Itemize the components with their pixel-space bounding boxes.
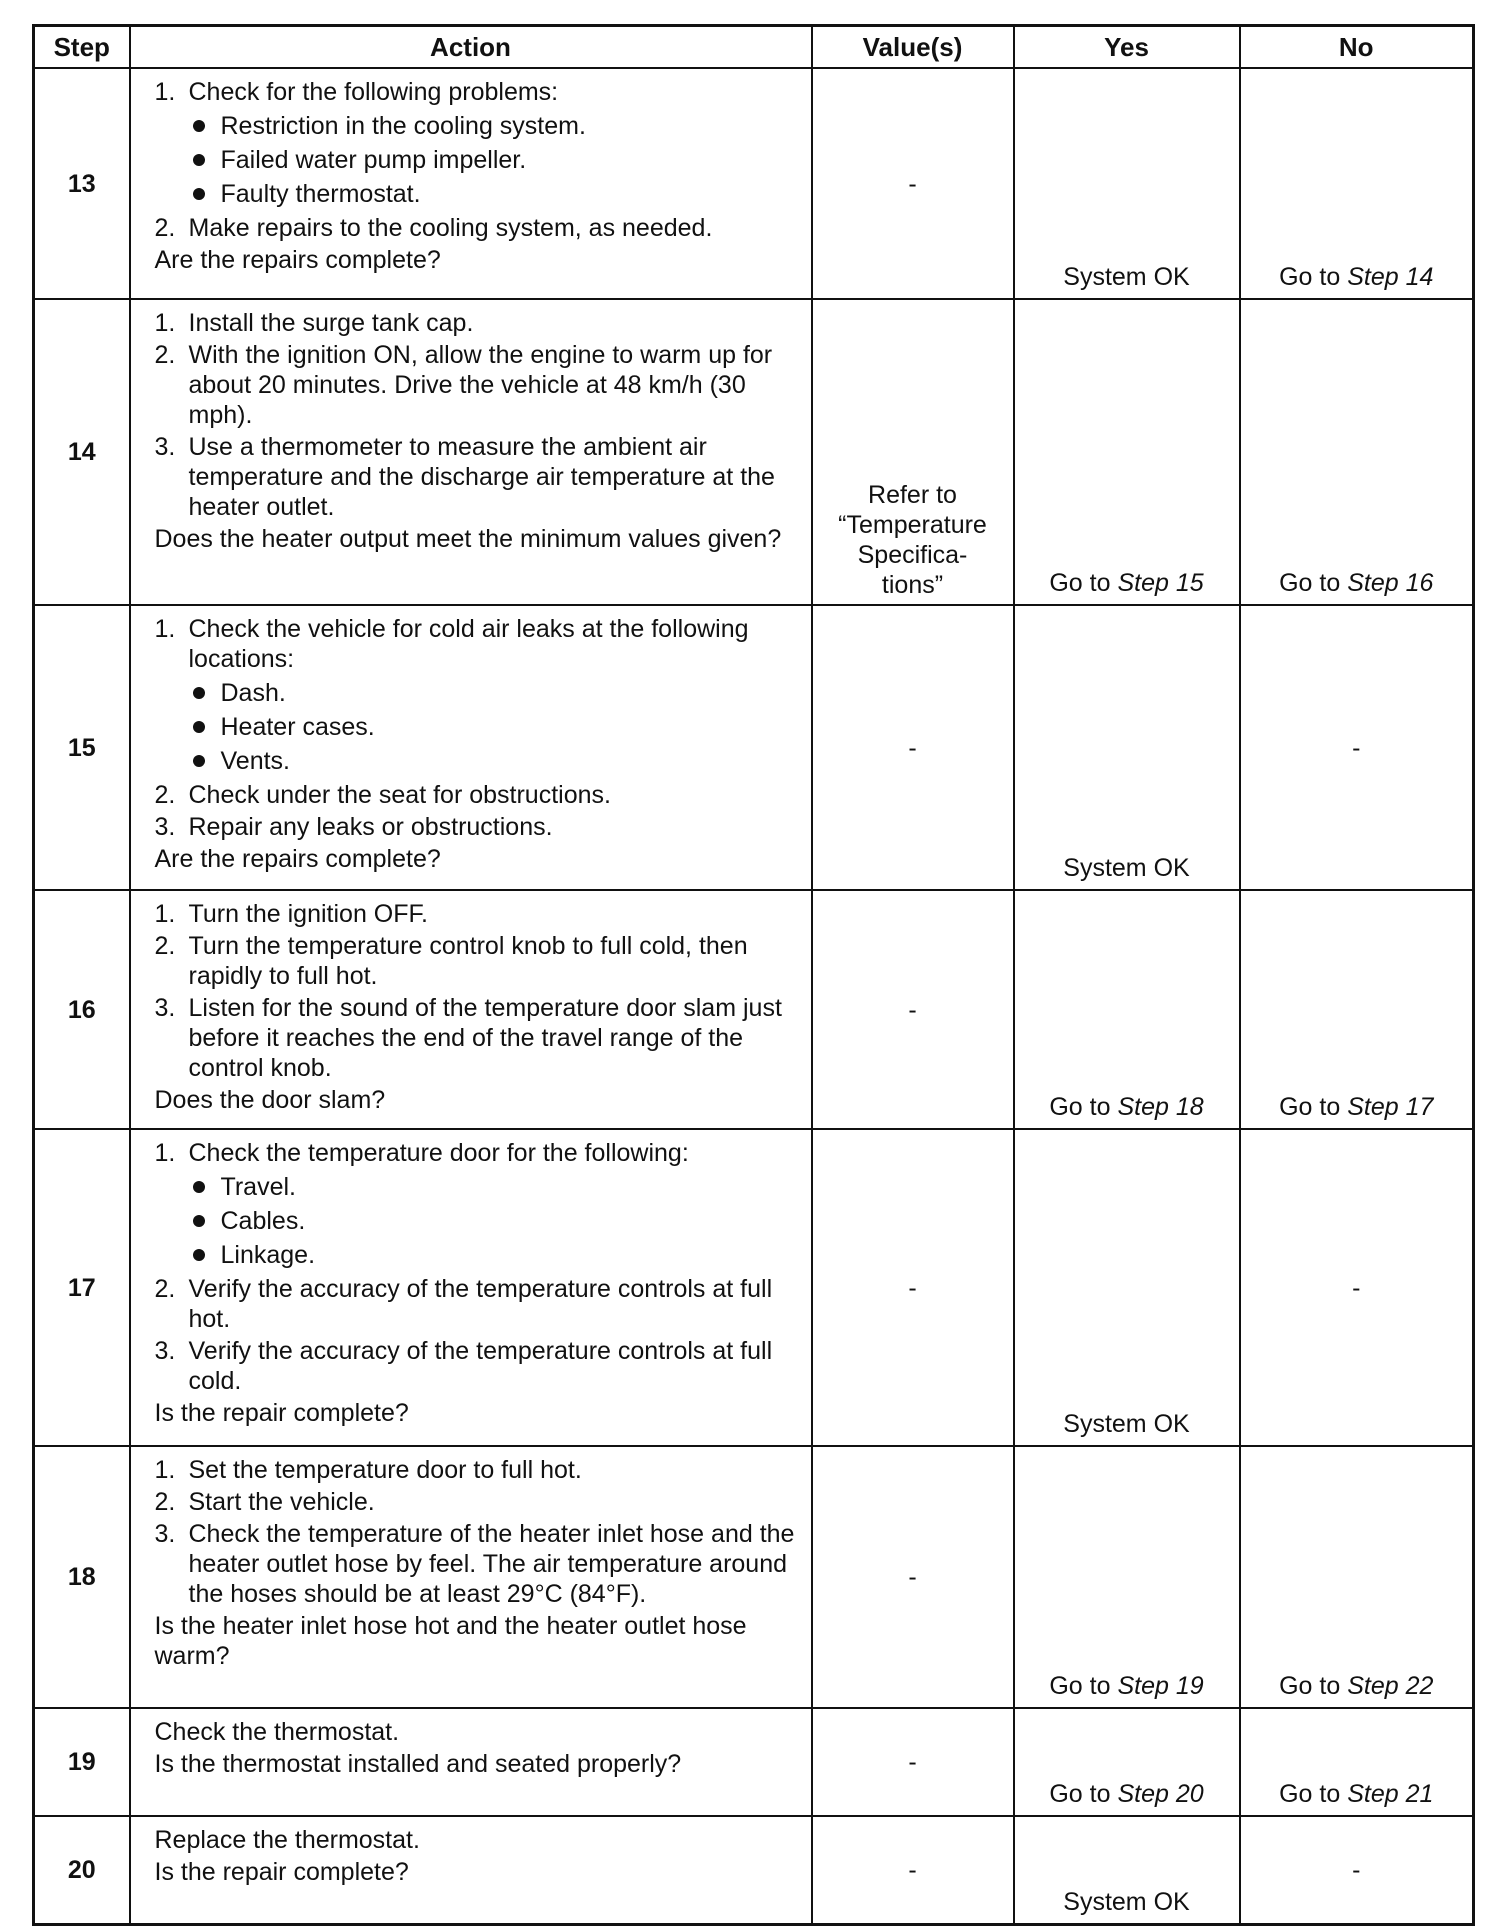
value-cell: - xyxy=(812,890,1014,1129)
value-cell: - xyxy=(812,1446,1014,1708)
header-action: Action xyxy=(130,26,812,69)
no-cell: Go to Step 17 xyxy=(1240,890,1474,1129)
step-link: Step 18 xyxy=(1117,1093,1204,1121)
no-cell: - xyxy=(1240,1816,1474,1924)
value-cell: - xyxy=(812,68,1014,299)
no-cell: Go to Step 21 xyxy=(1240,1708,1474,1816)
bullet-item: Dash. xyxy=(189,678,799,708)
step-number: 14 xyxy=(34,299,130,605)
bullet-item: Heater cases. xyxy=(189,712,799,742)
list-item: 1. Check for the following problems: xyxy=(154,78,559,106)
bullet-item: Cables. xyxy=(189,1206,799,1236)
step-link: Step 21 xyxy=(1347,1780,1434,1808)
value-cell: - xyxy=(812,1129,1014,1446)
header-yes: Yes xyxy=(1014,26,1240,69)
no-cell: Go to Step 22 xyxy=(1240,1446,1474,1708)
header-no: No xyxy=(1240,26,1474,69)
value-cell: Refer to “Temperature Specifica- tions” xyxy=(812,299,1014,605)
step-link: Step 20 xyxy=(1117,1780,1204,1808)
no-cell: Go to Step 16 xyxy=(1240,299,1474,605)
yes-cell: Go to Step 20 xyxy=(1014,1708,1240,1816)
yes-cell: Go to Step 18 xyxy=(1014,890,1240,1129)
question-text: Is the repair complete? xyxy=(154,1399,409,1427)
question-text: Does the heater output meet the minimum values given? xyxy=(154,525,782,553)
bullet-item: Travel. xyxy=(189,1172,799,1202)
bullet-item: Restriction in the cooling system. xyxy=(189,111,799,141)
list-item: 1. Check the vehicle for cold air leaks at the following locations: xyxy=(154,615,749,673)
action-cell xyxy=(130,1708,812,1816)
question-text: Are the repairs complete? xyxy=(154,246,441,274)
no-cell: - xyxy=(1240,1129,1474,1446)
step-number: 15 xyxy=(34,605,130,890)
yes-cell: System OK xyxy=(1014,1816,1240,1924)
list-item: 2. Check under the seat for obstructions. xyxy=(154,781,611,809)
bullet-icon xyxy=(193,755,205,767)
list-item: 2. Start the vehicle. xyxy=(154,1488,375,1516)
bullet-icon xyxy=(193,120,205,132)
list-item: 3. Repair any leaks or obstructions. xyxy=(154,813,553,841)
step-link: Step 17 xyxy=(1347,1093,1434,1121)
header-values: Value(s) xyxy=(812,26,1014,69)
step-link: Step 19 xyxy=(1117,1672,1204,1700)
list-item: 3. Use a thermometer to measure the ambient air temperature and the discharge air temperature at the heater outlet. xyxy=(154,433,775,521)
question-text: Is the thermostat installed and seated properly? xyxy=(154,1750,682,1778)
step-link: Step 22 xyxy=(1347,1672,1434,1700)
header-step: Step xyxy=(34,26,130,69)
question-text: Is the repair complete? xyxy=(154,1858,409,1886)
table-row xyxy=(34,1816,1474,1924)
list-item: 2. With the ignition ON, allow the engine to warm up for about 20 minutes. Drive the vehicle at 48 km/h (30 mph). xyxy=(154,341,773,429)
step-link: Step 14 xyxy=(1347,263,1434,291)
table-row xyxy=(34,1129,1474,1446)
action-cell xyxy=(130,68,812,299)
action-cell xyxy=(130,890,812,1129)
yes-cell: Go to Step 15 xyxy=(1014,299,1240,605)
step-number: 16 xyxy=(34,890,130,1129)
step-number: 19 xyxy=(34,1708,130,1816)
list-item: 1. Install the surge tank cap. xyxy=(154,309,474,337)
bullet-item: Vents. xyxy=(189,746,799,776)
no-cell: Go to Step 14 xyxy=(1240,68,1474,299)
bullet-icon xyxy=(193,188,205,200)
table-row xyxy=(34,890,1474,1129)
action-line: Replace the thermostat. xyxy=(154,1826,420,1854)
question-text: Are the repairs complete? xyxy=(154,845,441,873)
value-cell: - xyxy=(812,605,1014,890)
action-cell xyxy=(130,1446,812,1708)
list-item: 3. Check the temperature of the heater inlet hose and the heater outlet hose by feel. The air temperature around the hoses should be at least 29°C (84°F). xyxy=(154,1520,795,1608)
action-line: Check the thermostat. xyxy=(154,1718,400,1746)
diagnostic-table-page xyxy=(32,24,1472,1926)
value-cell: - xyxy=(812,1816,1014,1924)
list-item: 1. Check the temperature door for the following: xyxy=(154,1139,689,1167)
table-row xyxy=(34,1708,1474,1816)
value-cell: - xyxy=(812,1708,1014,1816)
question-text: Is the heater inlet hose hot and the heater outlet hose warm? xyxy=(154,1612,747,1670)
list-item: 2. Turn the temperature control knob to full cold, then rapidly to full hot. xyxy=(154,932,748,990)
question-text: Does the door slam? xyxy=(154,1086,386,1114)
step-number: 18 xyxy=(34,1446,130,1708)
table-row xyxy=(34,605,1474,890)
yes-cell: System OK xyxy=(1014,68,1240,299)
yes-cell: System OK xyxy=(1014,605,1240,890)
header-row xyxy=(34,26,1474,69)
table-row xyxy=(34,1446,1474,1708)
action-cell xyxy=(130,605,812,890)
action-cell xyxy=(130,1129,812,1446)
bullet-item: Failed water pump impeller. xyxy=(189,145,799,175)
list-item: 1. Turn the ignition OFF. xyxy=(154,900,428,928)
action-cell xyxy=(130,299,812,605)
no-cell: - xyxy=(1240,605,1474,890)
bullet-icon xyxy=(193,1249,205,1261)
step-link: Step 15 xyxy=(1117,569,1204,597)
list-item: 2. Make repairs to the cooling system, as needed. xyxy=(154,214,713,242)
bullet-icon xyxy=(193,1181,205,1193)
table-row xyxy=(34,68,1474,299)
bullet-icon xyxy=(193,721,205,733)
list-item: 3. Listen for the sound of the temperature door slam just before it reaches the end of the travel range of the control knob. xyxy=(154,994,782,1082)
list-item: 1. Set the temperature door to full hot. xyxy=(154,1456,582,1484)
step-number: 13 xyxy=(34,68,130,299)
table-row xyxy=(34,299,1474,605)
yes-cell: System OK xyxy=(1014,1129,1240,1446)
step-number: 17 xyxy=(34,1129,130,1446)
step-number: 20 xyxy=(34,1816,130,1924)
bullet-icon xyxy=(193,687,205,699)
yes-cell: Go to Step 19 xyxy=(1014,1446,1240,1708)
bullet-item: Faulty thermostat. xyxy=(189,179,799,209)
diagnostic-table xyxy=(32,24,1475,1926)
step-link: Step 16 xyxy=(1347,569,1434,597)
list-item: 3. Verify the accuracy of the temperature controls at full cold. xyxy=(154,1337,773,1395)
action-cell xyxy=(130,1816,812,1924)
bullet-item: Linkage. xyxy=(189,1240,799,1270)
list-item: 2. Verify the accuracy of the temperature controls at full hot. xyxy=(154,1275,773,1333)
bullet-icon xyxy=(193,1215,205,1227)
bullet-icon xyxy=(193,154,205,166)
